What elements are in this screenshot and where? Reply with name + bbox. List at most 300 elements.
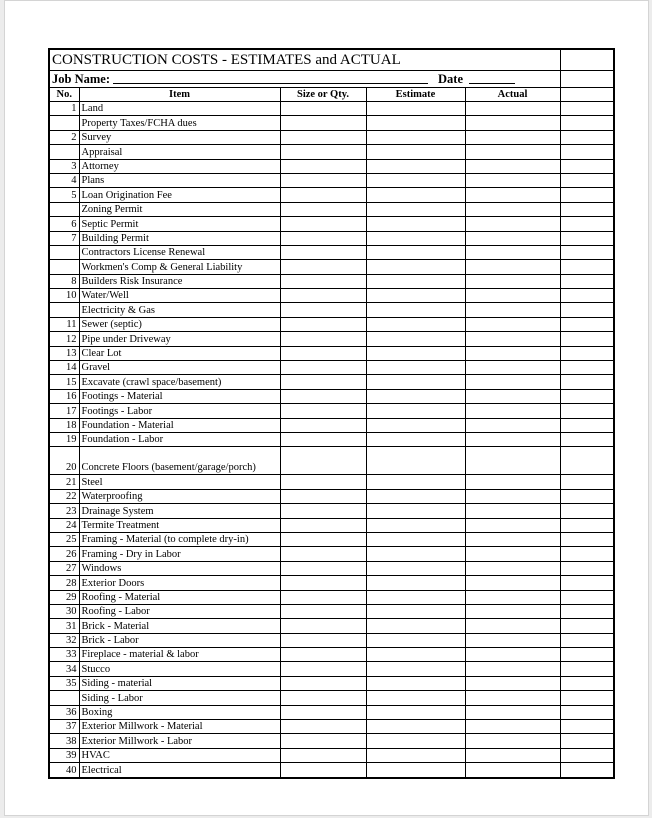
extra-cell[interactable]	[560, 202, 614, 216]
actual-cell[interactable]	[465, 705, 560, 719]
estimate-cell[interactable]	[366, 130, 465, 144]
extra-cell[interactable]	[560, 130, 614, 144]
table-row	[49, 532, 614, 546]
estimate-cell[interactable]	[366, 619, 465, 633]
row-number	[49, 202, 79, 216]
row-number: 30	[49, 604, 79, 618]
estimate-cell[interactable]	[366, 260, 465, 274]
extra-cell[interactable]	[560, 389, 614, 403]
extra-cell[interactable]	[560, 648, 614, 662]
size-qty-cell[interactable]	[280, 303, 366, 317]
estimate-cell[interactable]	[366, 289, 465, 303]
extra-cell[interactable]	[560, 418, 614, 432]
actual-cell[interactable]	[465, 590, 560, 604]
actual-cell[interactable]	[465, 361, 560, 375]
actual-cell[interactable]	[465, 633, 560, 647]
size-qty-cell[interactable]	[280, 418, 366, 432]
row-item: Waterproofing	[79, 489, 280, 503]
size-qty-cell[interactable]	[280, 734, 366, 748]
row-number: 31	[49, 619, 79, 633]
row-number: 2	[49, 130, 79, 144]
estimate-cell[interactable]	[366, 763, 465, 778]
table-row	[49, 375, 614, 389]
estimate-cell[interactable]	[366, 375, 465, 389]
row-number: 23	[49, 504, 79, 518]
size-qty-cell[interactable]	[280, 173, 366, 187]
size-qty-cell[interactable]	[280, 720, 366, 734]
estimate-cell[interactable]	[366, 188, 465, 202]
row-item: Plans	[79, 173, 280, 187]
row-number: 1	[49, 102, 79, 116]
estimate-cell[interactable]	[366, 116, 465, 130]
extra-cell[interactable]	[560, 145, 614, 159]
actual-cell[interactable]	[465, 375, 560, 389]
row-number: 13	[49, 346, 79, 360]
actual-cell[interactable]	[465, 217, 560, 231]
estimate-cell[interactable]	[366, 317, 465, 331]
extra-cell[interactable]	[560, 404, 614, 418]
actual-cell[interactable]	[465, 130, 560, 144]
row-number: 32	[49, 633, 79, 647]
size-qty-cell[interactable]	[280, 447, 366, 475]
actual-cell[interactable]	[465, 532, 560, 546]
extra-cell[interactable]	[560, 662, 614, 676]
row-number: 33	[49, 648, 79, 662]
actual-cell[interactable]	[465, 389, 560, 403]
extra-cell[interactable]	[560, 332, 614, 346]
estimate-cell[interactable]	[366, 748, 465, 762]
estimate-cell[interactable]	[366, 274, 465, 288]
size-qty-cell[interactable]	[280, 576, 366, 590]
row-number: 28	[49, 576, 79, 590]
row-number: 26	[49, 547, 79, 561]
estimate-cell[interactable]	[366, 633, 465, 647]
row-item: Footings - Labor	[79, 404, 280, 418]
size-qty-cell[interactable]	[280, 317, 366, 331]
actual-cell[interactable]	[465, 145, 560, 159]
extra-cell[interactable]	[560, 303, 614, 317]
size-qty-cell[interactable]	[280, 274, 366, 288]
estimate-cell[interactable]	[366, 676, 465, 690]
header-item: Item	[79, 88, 280, 102]
actual-cell[interactable]	[465, 245, 560, 259]
table-row	[49, 145, 614, 159]
job-name-blank[interactable]	[113, 83, 428, 84]
row-number: 40	[49, 763, 79, 778]
size-qty-cell[interactable]	[280, 691, 366, 705]
size-qty-cell[interactable]	[280, 748, 366, 762]
estimate-cell[interactable]	[366, 346, 465, 360]
row-number: 18	[49, 418, 79, 432]
size-qty-cell[interactable]	[280, 217, 366, 231]
actual-cell[interactable]	[465, 231, 560, 245]
row-item: Framing - Dry in Labor	[79, 547, 280, 561]
row-number: 22	[49, 489, 79, 503]
actual-cell[interactable]	[465, 116, 560, 130]
table-row	[49, 317, 614, 331]
actual-cell[interactable]	[465, 404, 560, 418]
extra-cell[interactable]	[560, 173, 614, 187]
actual-cell[interactable]	[465, 202, 560, 216]
size-qty-cell[interactable]	[280, 662, 366, 676]
estimate-cell[interactable]	[366, 504, 465, 518]
extra-cell[interactable]	[560, 633, 614, 647]
row-item: Gravel	[79, 361, 280, 375]
table-row	[49, 604, 614, 618]
row-item: Septic Permit	[79, 217, 280, 231]
size-qty-cell[interactable]	[280, 763, 366, 778]
row-item: HVAC	[79, 748, 280, 762]
estimate-cell[interactable]	[366, 332, 465, 346]
actual-cell[interactable]	[465, 576, 560, 590]
size-qty-cell[interactable]	[280, 260, 366, 274]
estimate-cell[interactable]	[366, 518, 465, 532]
extra-cell[interactable]	[560, 188, 614, 202]
row-item: Boxing	[79, 705, 280, 719]
table-row	[49, 504, 614, 518]
row-item: Drainage System	[79, 504, 280, 518]
row-number: 37	[49, 720, 79, 734]
row-number: 24	[49, 518, 79, 532]
actual-cell[interactable]	[465, 734, 560, 748]
row-item: Exterior Doors	[79, 576, 280, 590]
size-qty-cell[interactable]	[280, 604, 366, 618]
estimate-cell[interactable]	[366, 532, 465, 546]
row-item: Attorney	[79, 159, 280, 173]
actual-cell[interactable]	[465, 676, 560, 690]
row-item: Loan Origination Fee	[79, 188, 280, 202]
table-row	[49, 217, 614, 231]
extra-cell[interactable]	[560, 217, 614, 231]
row-item: Workmen's Comp & General Liability	[79, 260, 280, 274]
estimate-cell[interactable]	[366, 547, 465, 561]
size-qty-cell[interactable]	[280, 145, 366, 159]
table-row	[49, 734, 614, 748]
row-item: Electricity & Gas	[79, 303, 280, 317]
document-page	[4, 0, 649, 816]
actual-cell[interactable]	[465, 504, 560, 518]
estimate-cell[interactable]	[366, 159, 465, 173]
size-qty-cell[interactable]	[280, 518, 366, 532]
actual-cell[interactable]	[465, 188, 560, 202]
size-qty-cell[interactable]	[280, 532, 366, 546]
table-row	[49, 705, 614, 719]
actual-cell[interactable]	[465, 274, 560, 288]
row-item: Excavate (crawl space/basement)	[79, 375, 280, 389]
extra-cell[interactable]	[560, 231, 614, 245]
estimate-cell[interactable]	[366, 202, 465, 216]
row-number: 17	[49, 404, 79, 418]
size-qty-cell[interactable]	[280, 705, 366, 719]
table-row	[49, 245, 614, 259]
actual-cell[interactable]	[465, 346, 560, 360]
extra-cell[interactable]	[560, 432, 614, 446]
size-qty-cell[interactable]	[280, 547, 366, 561]
size-qty-cell[interactable]	[280, 676, 366, 690]
actual-cell[interactable]	[465, 447, 560, 475]
header-size: Size or Qty.	[280, 88, 366, 102]
row-item: Steel	[79, 475, 280, 489]
extra-cell[interactable]	[560, 274, 614, 288]
table-row	[49, 361, 614, 375]
actual-cell[interactable]	[465, 763, 560, 778]
table-row	[49, 547, 614, 561]
actual-cell[interactable]	[465, 159, 560, 173]
actual-cell[interactable]	[465, 691, 560, 705]
row-number: 38	[49, 734, 79, 748]
actual-cell[interactable]	[465, 432, 560, 446]
table-row	[49, 633, 614, 647]
actual-cell[interactable]	[465, 289, 560, 303]
extra-cell[interactable]	[560, 447, 614, 475]
extra-cell[interactable]	[560, 475, 614, 489]
row-item: Footings - Material	[79, 389, 280, 403]
estimate-cell[interactable]	[366, 102, 465, 116]
row-number	[49, 260, 79, 274]
row-number	[49, 116, 79, 130]
actual-cell[interactable]	[465, 648, 560, 662]
row-item: Roofing - Labor	[79, 604, 280, 618]
estimate-cell[interactable]	[366, 590, 465, 604]
size-qty-cell[interactable]	[280, 130, 366, 144]
size-qty-cell[interactable]	[280, 102, 366, 116]
actual-cell[interactable]	[465, 489, 560, 503]
estimate-cell[interactable]	[366, 561, 465, 575]
row-item: Foundation - Material	[79, 418, 280, 432]
row-number: 6	[49, 217, 79, 231]
row-item: Water/Well	[79, 289, 280, 303]
estimate-cell[interactable]	[366, 604, 465, 618]
estimate-cell[interactable]	[366, 418, 465, 432]
row-item: Pipe under Driveway	[79, 332, 280, 346]
table-row	[49, 447, 614, 475]
estimate-cell[interactable]	[366, 691, 465, 705]
actual-cell[interactable]	[465, 720, 560, 734]
estimate-cell[interactable]	[366, 489, 465, 503]
actual-cell[interactable]	[465, 748, 560, 762]
size-qty-cell[interactable]	[280, 231, 366, 245]
actual-cell[interactable]	[465, 561, 560, 575]
extra-cell[interactable]	[560, 504, 614, 518]
estimate-cell[interactable]	[366, 432, 465, 446]
row-item: Sewer (septic)	[79, 317, 280, 331]
table-row	[49, 116, 614, 130]
estimate-cell[interactable]	[366, 389, 465, 403]
estimate-cell[interactable]	[366, 662, 465, 676]
row-number: 16	[49, 389, 79, 403]
extra-cell[interactable]	[560, 734, 614, 748]
extra-cell[interactable]	[560, 705, 614, 719]
row-item: Concrete Floors (basement/garage/porch)	[79, 447, 280, 475]
size-qty-cell[interactable]	[280, 289, 366, 303]
extra-cell[interactable]	[560, 317, 614, 331]
estimate-cell[interactable]	[366, 245, 465, 259]
extra-cell[interactable]	[560, 159, 614, 173]
size-qty-cell[interactable]	[280, 346, 366, 360]
size-qty-cell[interactable]	[280, 375, 366, 389]
estimate-cell[interactable]	[366, 173, 465, 187]
estimate-cell[interactable]	[366, 404, 465, 418]
row-number	[49, 145, 79, 159]
row-number: 25	[49, 532, 79, 546]
sheet-title: CONSTRUCTION COSTS - ESTIMATES and ACTUAL	[49, 49, 465, 71]
size-qty-cell[interactable]	[280, 116, 366, 130]
size-qty-cell[interactable]	[280, 504, 366, 518]
actual-cell[interactable]	[465, 475, 560, 489]
actual-cell[interactable]	[465, 173, 560, 187]
row-number: 21	[49, 475, 79, 489]
row-item: Contractors License Renewal	[79, 245, 280, 259]
size-qty-cell[interactable]	[280, 648, 366, 662]
estimate-cell[interactable]	[366, 231, 465, 245]
actual-cell[interactable]	[465, 619, 560, 633]
row-item: Siding - Labor	[79, 691, 280, 705]
actual-cell[interactable]	[465, 662, 560, 676]
job-name-field[interactable]	[49, 71, 465, 88]
extra-cell[interactable]	[560, 289, 614, 303]
estimate-cell[interactable]	[366, 361, 465, 375]
estimate-cell[interactable]	[366, 303, 465, 317]
row-item: Stucco	[79, 662, 280, 676]
extra-cell[interactable]	[560, 691, 614, 705]
size-qty-cell[interactable]	[280, 590, 366, 604]
size-qty-cell[interactable]	[280, 404, 366, 418]
extra-cell[interactable]	[560, 576, 614, 590]
extra-cell[interactable]	[560, 361, 614, 375]
row-item: Brick - Labor	[79, 633, 280, 647]
estimate-cell[interactable]	[366, 705, 465, 719]
extra-cell[interactable]	[560, 590, 614, 604]
table-row	[49, 404, 614, 418]
row-number: 4	[49, 173, 79, 187]
extra-cell[interactable]	[560, 116, 614, 130]
size-qty-cell[interactable]	[280, 633, 366, 647]
row-item: Exterior Millwork - Material	[79, 720, 280, 734]
table-row	[49, 188, 614, 202]
row-item: Windows	[79, 561, 280, 575]
row-number: 11	[49, 317, 79, 331]
size-qty-cell[interactable]	[280, 489, 366, 503]
table-row	[49, 102, 614, 116]
table-row	[49, 475, 614, 489]
extra-cell[interactable]	[560, 260, 614, 274]
table-row	[49, 691, 614, 705]
actual-cell[interactable]	[465, 260, 560, 274]
actual-cell[interactable]	[465, 547, 560, 561]
extra-cell[interactable]	[560, 763, 614, 778]
row-number: 29	[49, 590, 79, 604]
table-row	[49, 489, 614, 503]
table-row	[49, 130, 614, 144]
row-number: 27	[49, 561, 79, 575]
size-qty-cell[interactable]	[280, 188, 366, 202]
size-qty-cell[interactable]	[280, 389, 366, 403]
table-row	[49, 332, 614, 346]
date-field[interactable]	[465, 71, 560, 88]
actual-cell[interactable]	[465, 303, 560, 317]
actual-cell[interactable]	[465, 604, 560, 618]
actual-cell[interactable]	[465, 418, 560, 432]
estimate-cell[interactable]	[366, 734, 465, 748]
estimate-cell[interactable]	[366, 475, 465, 489]
size-qty-cell[interactable]	[280, 432, 366, 446]
extra-cell[interactable]	[560, 518, 614, 532]
size-qty-cell[interactable]	[280, 619, 366, 633]
extra-cell[interactable]	[560, 245, 614, 259]
extra-cell[interactable]	[560, 720, 614, 734]
row-number: 19	[49, 432, 79, 446]
table-row	[49, 231, 614, 245]
table-row	[49, 619, 614, 633]
row-number: 8	[49, 274, 79, 288]
row-number: 12	[49, 332, 79, 346]
actual-cell[interactable]	[465, 332, 560, 346]
row-item: Brick - Material	[79, 619, 280, 633]
estimate-cell[interactable]	[366, 447, 465, 475]
row-number: 7	[49, 231, 79, 245]
size-qty-cell[interactable]	[280, 202, 366, 216]
estimate-cell[interactable]	[366, 576, 465, 590]
size-qty-cell[interactable]	[280, 475, 366, 489]
job-row	[49, 71, 614, 88]
row-item: Building Permit	[79, 231, 280, 245]
title-row	[49, 49, 614, 71]
actual-cell[interactable]	[465, 102, 560, 116]
table-row	[49, 590, 614, 604]
size-qty-cell[interactable]	[280, 245, 366, 259]
extra-cell[interactable]	[560, 561, 614, 575]
size-qty-cell[interactable]	[280, 332, 366, 346]
actual-cell[interactable]	[465, 518, 560, 532]
row-number: 14	[49, 361, 79, 375]
table-row	[49, 418, 614, 432]
row-item: Property Taxes/FCHA dues	[79, 116, 280, 130]
extra-cell[interactable]	[560, 547, 614, 561]
estimate-cell[interactable]	[366, 720, 465, 734]
date-blank[interactable]	[469, 83, 515, 84]
extra-cell[interactable]	[560, 748, 614, 762]
actual-cell[interactable]	[465, 317, 560, 331]
table-row	[49, 303, 614, 317]
row-number: 10	[49, 289, 79, 303]
row-number: 36	[49, 705, 79, 719]
extra-cell[interactable]	[560, 346, 614, 360]
estimate-cell[interactable]	[366, 648, 465, 662]
table-row	[49, 748, 614, 762]
row-item: Clear Lot	[79, 346, 280, 360]
estimate-cell[interactable]	[366, 217, 465, 231]
extra-cell[interactable]	[560, 604, 614, 618]
table-row	[49, 561, 614, 575]
extra-cell[interactable]	[560, 676, 614, 690]
header-row	[49, 88, 614, 102]
table-row	[49, 648, 614, 662]
row-number: 39	[49, 748, 79, 762]
extra-cell[interactable]	[560, 532, 614, 546]
header-no: No.	[49, 88, 79, 102]
estimate-cell[interactable]	[366, 145, 465, 159]
extra-cell[interactable]	[560, 102, 614, 116]
size-qty-cell[interactable]	[280, 561, 366, 575]
size-qty-cell[interactable]	[280, 159, 366, 173]
size-qty-cell[interactable]	[280, 361, 366, 375]
row-number	[49, 303, 79, 317]
extra-cell[interactable]	[560, 375, 614, 389]
table-row	[49, 432, 614, 446]
extra-cell[interactable]	[560, 619, 614, 633]
table-row	[49, 289, 614, 303]
extra-cell[interactable]	[560, 489, 614, 503]
